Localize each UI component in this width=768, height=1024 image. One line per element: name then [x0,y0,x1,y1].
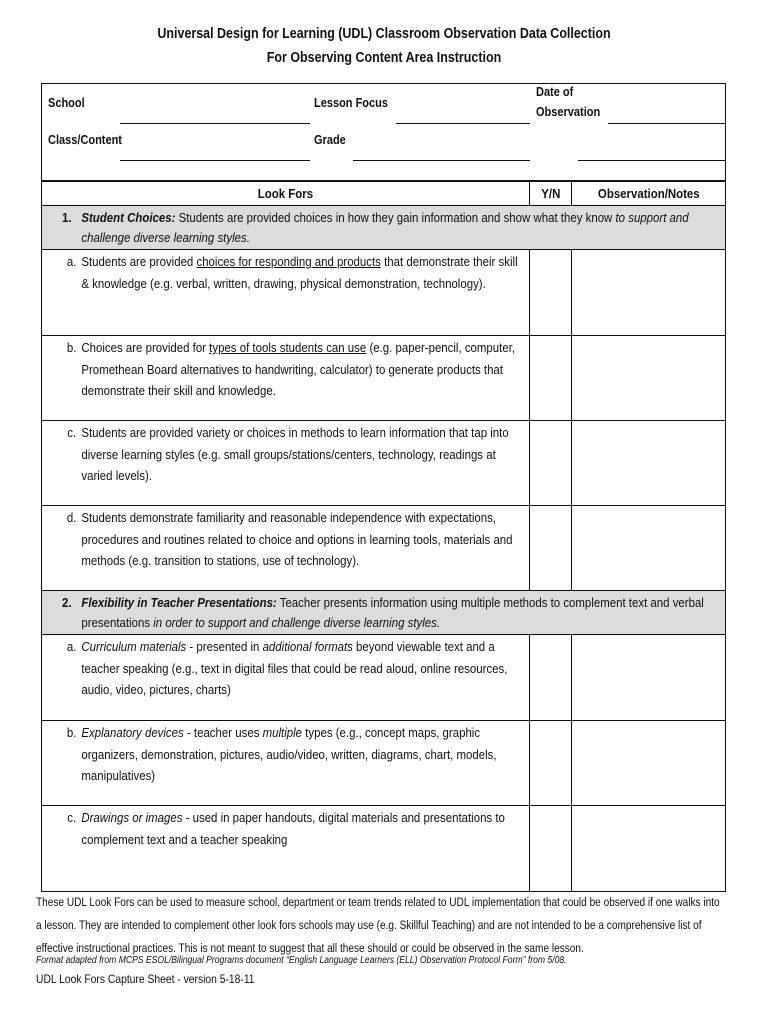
table-row [42,635,725,721]
class-content-field[interactable] [120,160,310,161]
yn-cell[interactable] [530,721,572,805]
grade-label: Grade [314,133,346,147]
notes-cell[interactable] [572,635,725,720]
page-subtitle: For Observing Content Area Instruction [266,50,502,66]
yn-header: Y/N [530,182,572,205]
yn-cell[interactable] [530,250,572,335]
date-label-line1: Date of [536,85,574,99]
observation-form [41,83,726,892]
lesson-focus-label: Lesson Focus [314,96,388,110]
table-row [42,721,725,806]
version-label: UDL Look Fors Capture Sheet - version 5-18-11 [36,972,255,986]
look-for-cell: b. Explanatory devices - teacher uses multiple types (e.g., concept maps, graphic organizers, demonstration, pictures, audio/video, written, diagrams, chart, models, manipulatives) [42,721,530,805]
date-label-line2: Observation [536,105,601,119]
school-label: School [48,96,85,110]
section-text: Flexibility in Teacher Presentations: Teacher presents information using multiple methods to complement text and verbal presentations in order to support and challenge diverse learning styles. [81,595,704,630]
class-content-label: Class/Content [48,133,122,147]
table-row [42,506,725,591]
notes-header: Observation/Notes [597,186,700,201]
yn-cell[interactable] [530,421,572,505]
look-for-cell: a. Students are provided choices for responding and products that demonstrate their skill & knowledge (e.g. verbal, written, drawing, physical demonstration, technology). [42,250,530,335]
notes-cell[interactable] [572,336,725,420]
notes-cell[interactable] [572,806,725,891]
section-teacher-presentations [42,591,725,635]
notes-cell[interactable] [572,506,725,590]
page-title: Universal Design for Learning (UDL) Classroom Observation Data Collection [157,26,611,42]
lesson-focus-field[interactable] [396,123,530,124]
table-row [42,421,725,506]
yn-cell[interactable] [530,635,572,720]
school-field[interactable] [120,123,310,124]
notes-cell[interactable] [572,250,725,335]
look-fors-header: Look Fors [42,182,530,205]
header-info [42,84,725,182]
grade-field[interactable] [353,160,530,161]
look-for-cell: c. Drawings or images - used in paper handouts, digital materials and presentations to complement text and a teacher speaking [42,806,530,891]
footer-note: These UDL Look Fors can be used to measure school, department or team trends related to UDL implementation that could be observed if one walks into a lesson. They are intended to complement other look fors schools may use (e.g. Skillful Teaching) and are not intended to be a comprehensive list of effective instructional practices. This is not meant to suggest that all these should or could be observed in the same lesson. [36,895,720,955]
date-field[interactable] [608,123,726,124]
extra-field[interactable] [578,160,726,161]
source-note: Format adapted from MCPS ESOL/Bilingual Programs document “English Language Learners (ELL) Observation Protocol Form” from 5/08. [36,955,567,966]
table-row [42,336,725,421]
notes-cell[interactable] [572,421,725,505]
section-text: Student Choices: Students are provided choices in how they gain information and show what they know to support and challenge diverse learning styles. [81,210,689,245]
look-for-cell: d. Students demonstrate familiarity and reasonable independence with expectations, procedures and routines related to choice and options in learning tools, materials and methods (e.g. transition to stations, use of technology). [42,506,530,590]
section-student-choices [42,206,725,250]
look-for-cell: c. Students are provided variety or choices in methods to learn information that tap into diverse learning styles (e.g. small groups/stations/centers, technology, readings at varied levels). [42,421,530,505]
section-number: 2. [62,595,72,610]
table-row [42,250,725,336]
table-row [42,806,725,891]
yn-cell[interactable] [530,336,572,420]
look-for-cell: b. Choices are provided for types of tools students can use (e.g. paper-pencil, computer, Promethean Board alternatives to handwriting, calculator) to generate products that demonstrate their skill and knowledge. [42,336,530,420]
look-for-cell: a. Curriculum materials - presented in additional formats beyond viewable text and a teacher speaking (e.g., text in digital files that could be read aloud, online resources, audio, video, pictures, charts) [42,635,530,720]
yn-cell[interactable] [530,806,572,891]
yn-cell[interactable] [530,506,572,590]
section-number: 1. [62,210,72,225]
table-header [42,182,725,206]
notes-cell[interactable] [572,721,725,805]
